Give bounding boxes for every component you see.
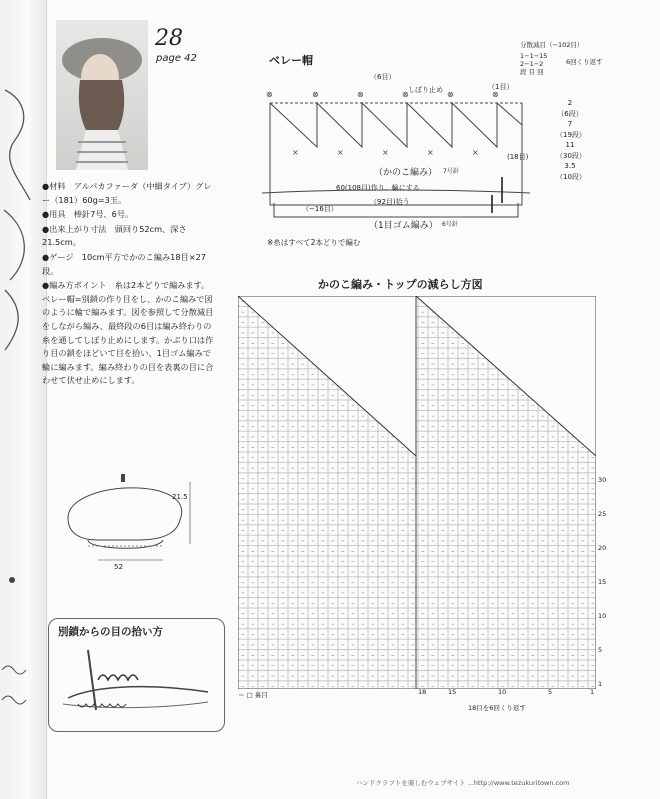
col-number: 15 [448,688,457,696]
col-number: 18 [418,688,427,696]
model-photo [56,20,148,170]
row-number: 10 [598,612,607,620]
decrease-row: 1−1−15 [520,52,548,60]
col-numbers [418,688,608,698]
row-number: 1 [598,680,603,688]
dim: （6段） [557,109,583,118]
row-number: 5 [598,646,603,654]
pickup-count: （92目)拾う [370,198,410,206]
svg-text:×: × [427,148,434,157]
eighteen-count: (18目) [507,153,529,161]
sketch-depth: 21.5 [172,493,188,501]
dim: （30段） [556,151,586,160]
decrease-rows [520,52,562,76]
gather-note: しぼり止め [408,86,443,94]
row-number: 15 [598,578,607,586]
size-text: ●出来上がり寸法 頭回り52cm、深さ21.5cm。 [42,223,187,248]
col-number: 10 [498,688,507,696]
svg-text:⊗: ⊗ [492,90,499,99]
row-number: 20 [598,544,607,552]
dim: 7 [567,120,573,128]
svg-text:⊗: ⊗ [312,90,319,99]
col-number: 5 [548,688,553,696]
page-reference: page 42 [156,53,197,64]
decrease-repeat: 6回くり返す [566,58,603,66]
row-number: 25 [598,510,607,518]
minus-count: （−16目） [302,205,338,213]
decrease-row: 段 目 回 [520,68,544,76]
page-footer: ハンドクラフトを楽しむウェブサイト ...http://www.tezukuritown.com [356,779,570,787]
svg-text:×: × [382,148,389,157]
dim: 3.5 [564,162,576,170]
rib-needle: 6号針 [442,221,458,228]
material-text: ●材料 アルパカファーダ（中細タイプ）グレー（181）60g=3玉。 [42,181,212,205]
first-stitch: （1目） [488,83,514,91]
dim: （19段） [556,130,586,139]
svg-text:×: × [292,148,299,157]
row-number: 30 [598,476,607,484]
pickup-title: 別鎖からの目の拾い方 [58,626,163,638]
right-dimensions [556,98,584,182]
chart-legend: ＝ □ 裏目 [238,691,268,699]
gauge-text: ●ゲージ 10cm平方でかのこ編み18目×27段。 [42,251,207,276]
yarn-note: ※糸はすべて2本どりで編む [267,238,361,247]
svg-text:⊗: ⊗ [266,90,273,99]
kanoko-needle: 7号針 [443,168,459,175]
svg-text:⊗: ⊗ [402,90,409,99]
svg-text:×: × [337,148,344,157]
dim: 2 [567,99,573,107]
svg-text:×: × [472,148,479,157]
decrease-row: 2−1−2 [520,60,544,68]
materials-block [42,180,217,389]
beret-sketch [58,470,228,580]
top-chart-title: かのこ編み・トップの減らし方図 [318,278,483,291]
point-text: ●編み方ポイント 糸は2本どりで編みます。ベレー帽=別鎖の作り目をし、かのこ編みで図のように輪で編みます。図を参照して分散減目をしながら編み、最終段の6目は編み終わりの糸を通してしぼり止めにします。かぶり口は作り目の鎖をほどいて目を拾い、1目ゴム編みで輪に編みます。編み終わりの目を表裏の目に合わせて伏せ止めにします。 [42,280,214,386]
tools-text: ●用具 棒針7号、6号。 [42,209,134,220]
top-decrease-chart [238,296,596,689]
kanoko-label: （かのこ編み） [374,168,438,178]
decrease-title: 分散減目（−102目） [520,41,584,49]
cast-on-note: 60(108目)作り、輪にする [336,184,420,192]
col-number: 1 [590,688,595,696]
repeat-note: 18目を6回くり返す [468,704,526,712]
svg-text:⊗: ⊗ [447,90,454,99]
row-numbers [598,466,618,696]
model-photo-illustration [56,20,148,170]
beret-diagram-title: ベレー帽 [269,54,313,67]
rib-label: （1目ゴム編み） [369,221,438,231]
sketch-circ: 52 [114,563,123,571]
pickup-illustration [58,640,218,725]
adjacent-page-decoration [0,60,46,760]
svg-text:⊗: ⊗ [357,90,364,99]
top-stitch-count: （6目） [370,73,396,81]
dim: （10段） [556,172,586,181]
pattern-number: 28 [155,26,183,51]
dim: 11 [565,141,575,149]
